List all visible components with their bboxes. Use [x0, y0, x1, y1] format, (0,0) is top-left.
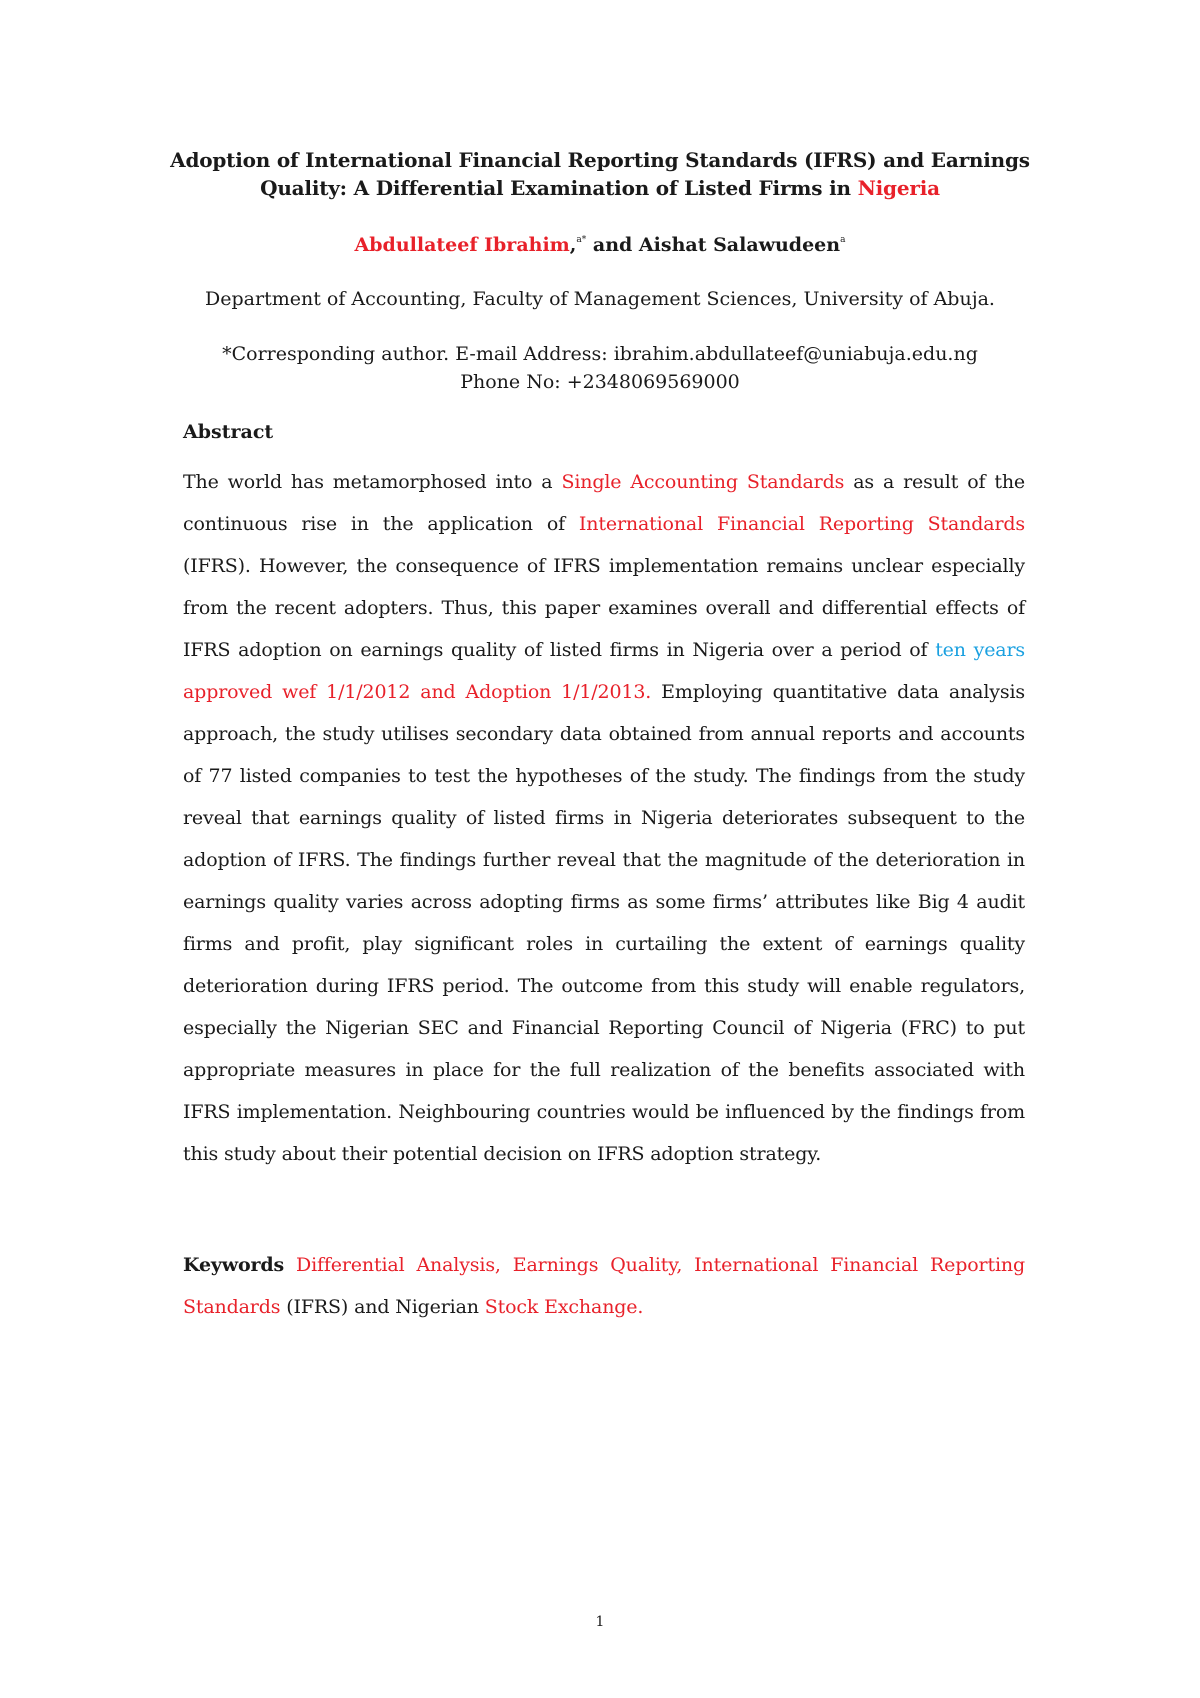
author-line: Abdullateef Ibrahim,$^{a*}$ and Aishat Salawudeen$^a$: [354, 234, 846, 256]
author-1-affiliation-mark: a*: [576, 235, 587, 245]
abstract-body: [183, 461, 1025, 1175]
author-2-name: Aishat Salawudeen: [638, 234, 841, 256]
author-2-affiliation-mark: a: [840, 235, 846, 245]
abstract-highlight-1: Single Accounting Standards: [561, 471, 845, 493]
abstract-text-4: Employing quantitative data analysis approach, the study utilises secondary data obtained from annual reports and accounts of 77 listed companies to test the hypotheses of the study. The findings from the study reveal that earnings quality of listed firms in Nigeria deteriorates subsequent to the adoption of IFRS. The findings further reveal that the magnitude of the deterioration in earnings quality varies across adopting firms as some firms’ attributes like Big 4 audit firms and profit, play significant roles in curtailing the extent of earnings quality deterioration during IFRS period. The outcome from this study will enable regulators, especially the Nigerian SEC and Financial Reporting Council of Nigeria (FRC) to put appropriate measures in place for the full realization of the benefits associated with IFRS implementation. Neighbouring countries would be influenced by the findings from this study about their potential decision on IFRS adoption strategy.: [183, 681, 1025, 1165]
paper-title: [160, 146, 1040, 202]
abstract-highlight-blue: ten years: [935, 639, 1025, 661]
page-number: 1: [595, 1614, 605, 1630]
corresponding-email: *Corresponding author. E-mail Address: ibrahim.abdullateef@uniabuja.edu.ng: [222, 343, 978, 365]
abstract-text-3: (IFRS). However, the consequence of IFRS implementation remains unclear especially from the recent adopters. Thus, this paper examines overall and differential effects of IFRS adoption on earnings quality of listed firms in Nigeria over a period of: [183, 555, 1025, 661]
abstract-highlight-3: approved wef 1/1/2012 and Adoption 1/1/2013.: [183, 681, 652, 703]
author-separator: and: [586, 234, 639, 256]
title-highlight: Nigeria: [857, 176, 940, 200]
contact-info: [160, 340, 1040, 396]
keywords-text: (IFRS) and Nigerian: [280, 1296, 485, 1318]
author-1-name: Abdullateef Ibrahim: [354, 234, 570, 256]
keywords-label: Keywords: [183, 1254, 285, 1276]
abstract-highlight-2: International Financial Reporting Standards: [578, 513, 1025, 535]
phone-number: Phone No: +2348069569000: [460, 371, 740, 393]
affiliation: Department of Accounting, Faculty of Management Sciences, University of Abuja.: [205, 288, 995, 310]
keywords-highlight-1: Differential Analysis, Earnings Quality, International Financial Reporting Standards: [183, 1254, 1025, 1318]
title-text: Adoption of International Financial Reporting Standards (IFRS) and Earnings Quality: A Differential Examination of Listed Firms in: [170, 148, 1030, 200]
keywords-highlight-2: Stock Exchange.: [484, 1296, 644, 1318]
abstract-heading: Abstract: [183, 421, 274, 443]
abstract-text-2: as a result of the continuous rise in the application of: [183, 471, 1026, 535]
abstract-text-1: The world has metamorphosed into a: [183, 471, 562, 493]
keywords: [183, 1244, 1025, 1328]
